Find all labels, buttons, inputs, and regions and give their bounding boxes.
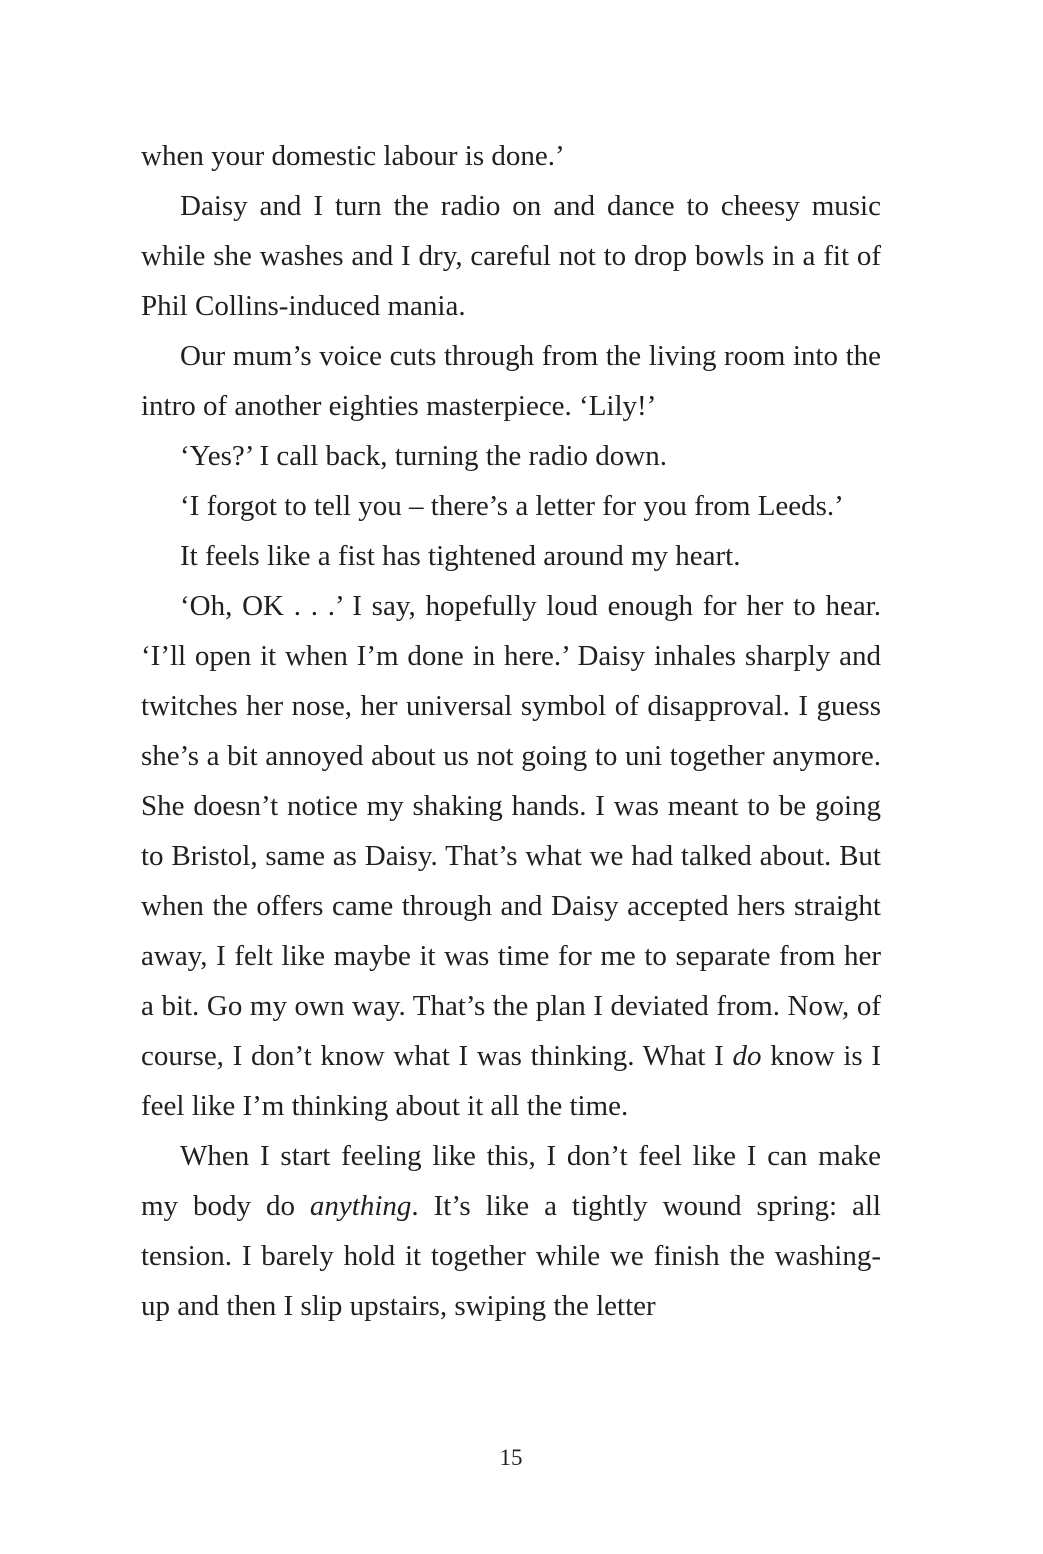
- paragraph-text: ‘Oh, OK . . .’ I say, hopefully loud enough for her to hear. ‘I’ll open it when I’m done in here.’ Daisy inhales sharply and twitches her nose, her universal symbol of disapproval. I guess she’s a bit annoyed about us not going to uni together anymore. She doesn’t notice my shaking hands. I was meant to be going to Bristol, same as Daisy. That’s what we had talked about. But when the offers came through and Daisy accepted hers straight away, I felt like maybe it was time for me to separate from her a bit. Go my own way. That’s the plan I deviated from. Now, of course, I don’t know what I was thinking. What I: [141, 590, 881, 1072]
- paragraph: Daisy and I turn the radio on and dance to cheesy music while she washes and I dry, careful not to drop bowls in a fit of Phil Collins-induced mania.: [141, 190, 881, 322]
- paragraph-dialogue: ‘Yes?’ I call back, turning the radio down.: [180, 440, 667, 472]
- paragraph-last: [141, 1131, 881, 1331]
- paragraph: Our mum’s voice cuts through from the living room into the intro of another eighties masterpiece. ‘Lily!’: [141, 340, 881, 422]
- paragraph-continuation: when your domestic labour is done.’: [141, 140, 565, 172]
- paragraph: It feels like a fist has tightened around my heart.: [180, 540, 741, 572]
- emphasized-word: do: [732, 1040, 762, 1072]
- body-text: [141, 131, 881, 1331]
- paragraph-text: . It’s like a tightly wound spring: all tension. I barely hold it together while we finish the washing-up and then I slip upstairs, swiping the letter: [141, 1190, 881, 1322]
- page-number: 15: [499, 1445, 523, 1470]
- paragraph-dialogue: ‘I forgot to tell you – there’s a letter for you from Leeds.’: [180, 490, 844, 522]
- paragraph-text: When I start feeling like this, I don’t feel like I can make my body do: [141, 1140, 881, 1222]
- paragraph-text: know is I feel like I’m thinking about it all the time.: [141, 1040, 881, 1122]
- paragraph: [141, 581, 881, 1131]
- emphasized-word: anything: [309, 1190, 412, 1222]
